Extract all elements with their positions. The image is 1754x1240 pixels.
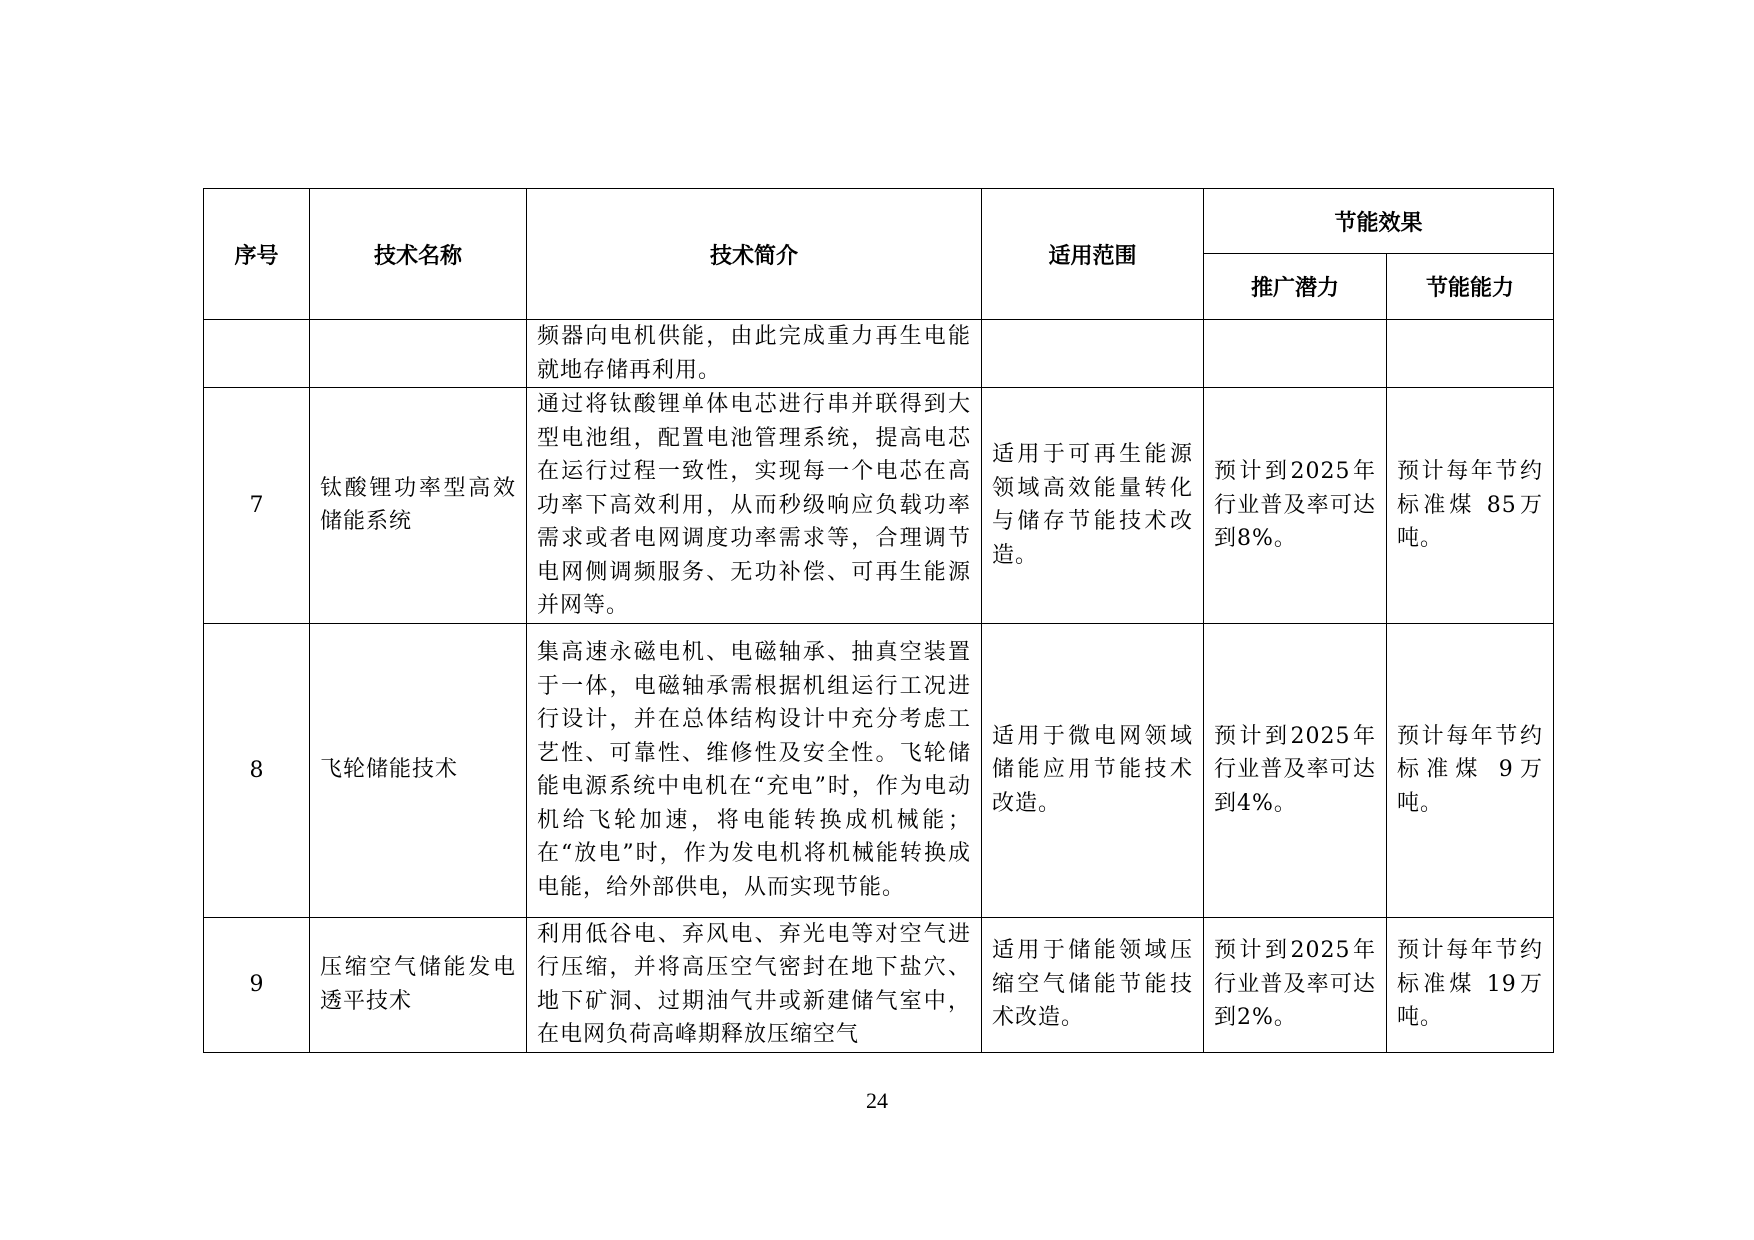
row-capacity: 预计每年节约标准煤 9万吨。 (1387, 623, 1554, 917)
row-capacity: 预计每年节约标准煤 19万吨。 (1387, 917, 1554, 1052)
row-potential: 预计到2025年行业普及率可达到2%。 (1204, 917, 1387, 1052)
table-row (204, 917, 1554, 1052)
row-potential (1204, 320, 1387, 388)
row-seq (204, 320, 310, 388)
row-potential: 预计到2025年行业普及率可达到4%。 (1204, 623, 1387, 917)
row-name: 钛酸锂功率型高效储能系统 (310, 388, 527, 624)
row-intro: 利用低谷电、弃风电、弃光电等对空气进行压缩，并将高压空气密封在地下盐穴、地下矿洞、过期油气井或新建储气室中，在电网负荷高峰期释放压缩空气 (527, 917, 982, 1052)
header-name: 技术名称 (310, 189, 527, 320)
header-capacity: 节能能力 (1387, 254, 1554, 320)
row-scope: 适用于可再生能源领域高效能量转化与储存节能技术改造。 (982, 388, 1204, 624)
row-intro: 集高速永磁电机、电磁轴承、抽真空装置于一体，电磁轴承需根据机组运行工况进行设计，并在总体结构设计中充分考虑工艺性、可靠性、维修性及安全性。飞轮储能电源系统中电机在“充电”时，作为电动机给飞轮加速，将电能转换成机械能；在“放电”时，作为发电机将机械能转换成电能，给外部供电，从而实现节能。 (527, 623, 982, 917)
header-scope: 适用范围 (982, 189, 1204, 320)
row-scope: 适用于储能领域压缩空气储能节能技术改造。 (982, 917, 1204, 1052)
row-capacity: 预计每年节约标准煤 85万吨。 (1387, 388, 1554, 624)
row-name (310, 320, 527, 388)
header-row-top (204, 189, 1554, 254)
row-potential: 预计到2025年行业普及率可达到8%。 (1204, 388, 1387, 624)
row-seq: 9 (204, 917, 310, 1052)
table-row (204, 320, 1554, 388)
row-name: 飞轮储能技术 (310, 623, 527, 917)
header-intro: 技术简介 (527, 189, 982, 320)
header-seq: 序号 (204, 189, 310, 320)
row-name: 压缩空气储能发电透平技术 (310, 917, 527, 1052)
row-capacity (1387, 320, 1554, 388)
row-seq: 8 (204, 623, 310, 917)
row-seq: 7 (204, 388, 310, 624)
row-intro: 频器向电机供能，由此完成重力再生电能就地存储再利用。 (527, 320, 982, 388)
page-number: 24 (866, 1088, 888, 1113)
header-effect: 节能效果 (1204, 189, 1554, 254)
row-scope: 适用于微电网领域储能应用节能技术改造。 (982, 623, 1204, 917)
header-potential: 推广潜力 (1204, 254, 1387, 320)
row-scope (982, 320, 1204, 388)
table-row (204, 623, 1554, 917)
energy-saving-tech-table (203, 188, 1554, 1053)
table-row (204, 388, 1554, 624)
row-intro: 通过将钛酸锂单体电芯进行串并联得到大型电池组，配置电池管理系统，提高电芯在运行过程一致性，实现每一个电芯在高功率下高效利用，从而秒级响应负载功率需求或者电网调度功率需求等，合理调节电网侧调频服务、无功补偿、可再生能源并网等。 (527, 388, 982, 624)
